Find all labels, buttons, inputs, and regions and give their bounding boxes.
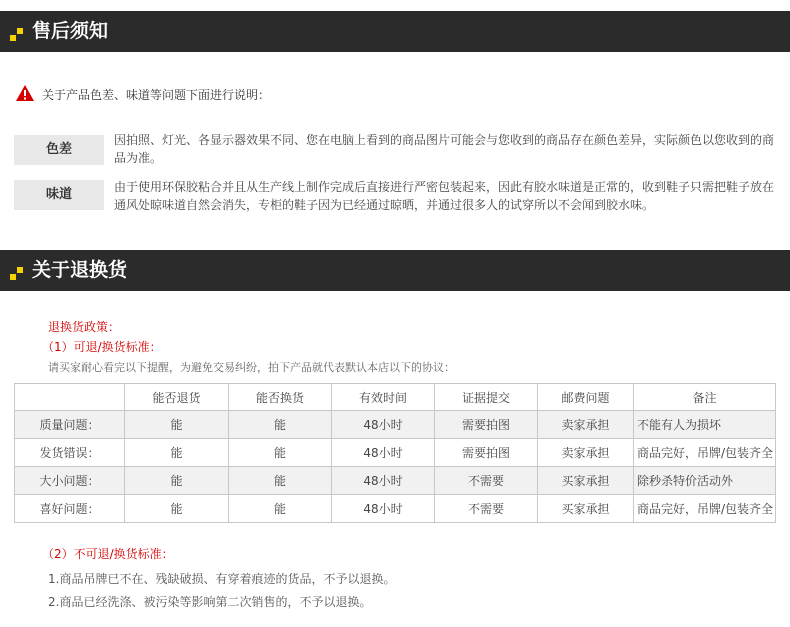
table-header-cell: 能否换货 bbox=[229, 384, 332, 411]
table-cell: 48小时 bbox=[332, 411, 435, 439]
table-cell: 商品完好，吊牌/包装齐全 bbox=[634, 439, 776, 467]
table-cell: 除秒杀特价活动外 bbox=[634, 467, 776, 495]
table-cell: 卖家承担 bbox=[538, 411, 634, 439]
table-header-row bbox=[15, 384, 776, 411]
table-cell: 需要拍图 bbox=[435, 411, 538, 439]
policy-sub-non-returnable: （2）不可退/换货标准： bbox=[42, 547, 174, 561]
section-header-after-sales bbox=[0, 11, 790, 52]
table-cell: 需要拍图 bbox=[435, 439, 538, 467]
table-cell: 不能有人为损坏 bbox=[634, 411, 776, 439]
desc-color-difference: 因拍照、灯光、各显示器效果不同、您在电脑上看到的商品图片可能会与您收到的商品存在颜色差异，实际颜色以您收到的商品为准。 bbox=[114, 133, 775, 165]
table-cell: 不需要 bbox=[435, 467, 538, 495]
policy-hint: 请买家耐心看完以下提醒，为避免交易纠纷，拍下产品就代表默认本店以下的协议： bbox=[48, 361, 455, 374]
section-header-returns bbox=[0, 250, 790, 291]
notice-text: 关于产品色差、味道等问题下面进行说明： bbox=[42, 88, 271, 102]
table-cell: 喜好问题： bbox=[15, 495, 125, 523]
table-cell: 能 bbox=[229, 467, 332, 495]
table-cell: 不需要 bbox=[435, 495, 538, 523]
table-cell: 能 bbox=[125, 411, 229, 439]
rule-item: 2.商品已经洗涤、被污染等影响第二次销售的，不予以退换。 bbox=[48, 595, 372, 609]
table-header-cell: 邮费问题 bbox=[538, 384, 634, 411]
table-header-cell: 有效时间 bbox=[332, 384, 435, 411]
table-cell: 买家承担 bbox=[538, 467, 634, 495]
section-title: 关于退换货 bbox=[32, 259, 128, 281]
table-cell: 大小问题： bbox=[15, 467, 125, 495]
table-row bbox=[15, 495, 776, 523]
table-cell: 能 bbox=[125, 495, 229, 523]
table-header-cell: 能否退货 bbox=[125, 384, 229, 411]
table-cell: 能 bbox=[229, 495, 332, 523]
table-cell: 卖家承担 bbox=[538, 439, 634, 467]
returns-table bbox=[14, 383, 776, 523]
table-row bbox=[15, 411, 776, 439]
table-cell: 能 bbox=[125, 467, 229, 495]
table-cell: 48小时 bbox=[332, 467, 435, 495]
table-cell: 质量问题： bbox=[15, 411, 125, 439]
table-row bbox=[15, 467, 776, 495]
tag-smell: 味道 bbox=[14, 180, 104, 210]
table-header-cell: 备注 bbox=[634, 384, 776, 411]
desc-smell: 由于使用环保胶粘合并且从生产线上制作完成后直接进行严密包装起来，因此有胶水味道是正常的，收到鞋子只需把鞋子放在通风处晾味道自然会消失，专柜的鞋子因为已经通过晾晒，并通过很多人的试穿所以不会闻到胶水味。 bbox=[114, 180, 775, 212]
table-cell: 48小时 bbox=[332, 439, 435, 467]
warning-icon bbox=[15, 84, 35, 102]
table-cell: 商品完好，吊牌/包装齐全 bbox=[634, 495, 776, 523]
section-title: 售后须知 bbox=[32, 20, 109, 42]
policy-heading: 退换货政策： bbox=[48, 320, 121, 334]
rule-item: 1.商品吊牌已不在、残缺破损、有穿着痕迹的货品，不予以退换。 bbox=[48, 572, 396, 586]
table-cell: 买家承担 bbox=[538, 495, 634, 523]
table-row bbox=[15, 439, 776, 467]
table-cell: 能 bbox=[125, 439, 229, 467]
section-bullet-icon bbox=[10, 28, 23, 41]
table-cell: 48小时 bbox=[332, 495, 435, 523]
tag-color-difference: 色差 bbox=[14, 135, 104, 165]
table-header-cell bbox=[15, 384, 125, 411]
policy-sub-returnable: （1）可退/换货标准： bbox=[42, 340, 162, 354]
table-cell: 能 bbox=[229, 439, 332, 467]
section-bullet-icon bbox=[10, 267, 23, 280]
table-header-cell: 证据提交 bbox=[435, 384, 538, 411]
table-cell: 能 bbox=[229, 411, 332, 439]
table-cell: 发货错误： bbox=[15, 439, 125, 467]
